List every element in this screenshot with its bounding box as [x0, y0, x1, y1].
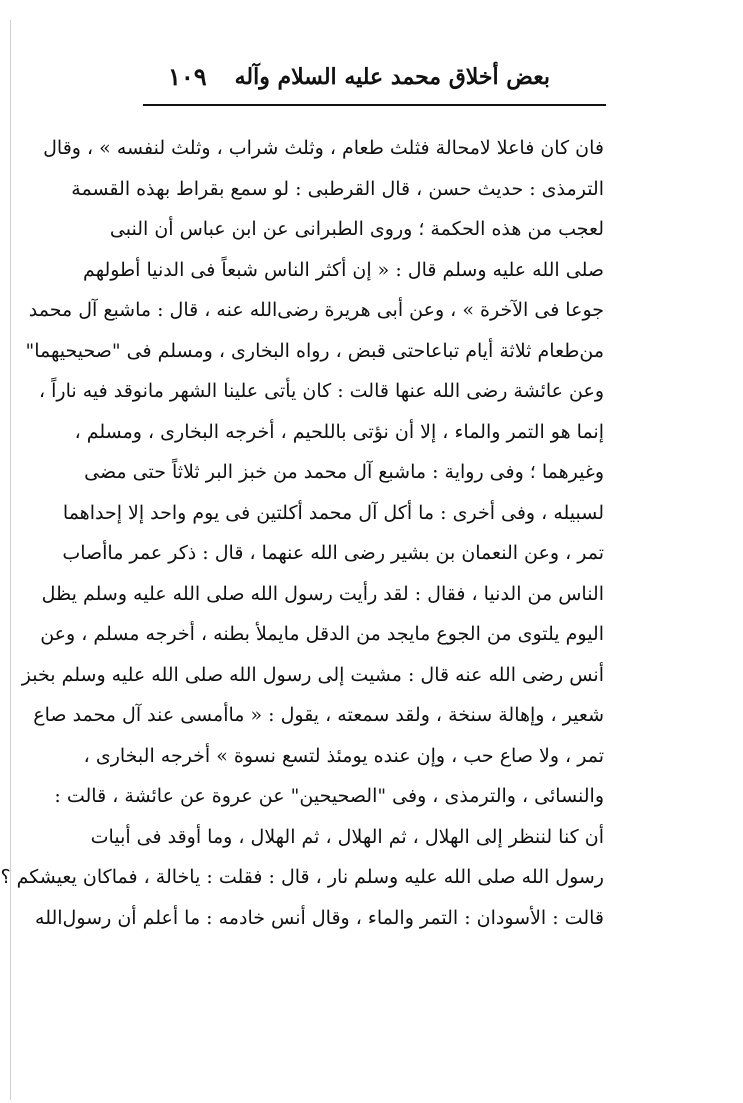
text-line: وغيرهما ؛ وفى رواية : ماشبع آل محمد من خبز البر ثلاثاً حتى مضى [84, 461, 604, 483]
page-number: ١٠٩ [168, 62, 207, 91]
text-line: تمر ، ولا صاع حب ، وإن عنده يومئذ لتسع نسوة » أخرجه البخارى ، [83, 744, 604, 767]
page-edge-line [10, 20, 11, 1100]
text-line: الترمذى : حديث حسن ، قال القرطبى : لو سمع بقراط بهذه القسمة [71, 177, 604, 200]
text-line: قالت : الأسودان : التمر والماء ، وقال أنس خادمه : ما أعلم أن رسول‌الله [35, 906, 604, 929]
header-rule [143, 104, 606, 106]
running-title: بعض أخلاق محمد عليه السلام وآله [234, 64, 550, 90]
page-header [140, 58, 550, 98]
text-line: لعجب من هذه الحكمة ؛ وروى الطبرانى عن ابن عباس أن النبى [109, 218, 604, 240]
text-line: تمر ، وعن النعمان بن بشير رضى الله عنهما ، قال : ذكر عمر ماأصاب [62, 542, 604, 564]
text-line: إنما هو التمر والماء ، إلا أن نؤتى باللحيم ، أخرجه البخارى ، ومسلم ، [74, 420, 604, 443]
body-text [0, 128, 604, 938]
text-line: جوعا فى الآخرة » ، وعن أبى هريرة رضى‌الله عنه ، قال : ماشبع آل محمد [28, 299, 604, 321]
text-line: أن كنا لننظر إلى الهلال ، ثم الهلال ، ثم الهلال ، وما أوقد فى أبيات [90, 825, 604, 848]
text-line: أنس رضى الله عنه قال : مشيت إلى رسول الله صلى الله عليه وسلم بخبز [21, 663, 604, 686]
text-line: من‌طعام ثلاثة أيام تباعاحتى قبض ، رواه البخارى ، ومسلم فى "صحيحيهما" [25, 339, 604, 362]
text-line: صلى الله عليه وسلم قال : « إن أكثر الناس شبعاً فى الدنيا أطولهم [83, 258, 604, 281]
text-line: رسول الله صلى الله عليه وسلم نار ، قال : فقلت : ياخالة ، فماكان يعيشكم ؟ [0, 866, 604, 888]
text-line: فان كان فاعلا لامحالة فثلث طعام ، وثلث شراب ، وثلث لنفسه » ، وقال [43, 137, 604, 159]
text-line: اليوم يلتوى من الجوع مايجد من الدقل مايملأ بطنه ، أخرجه مسلم ، وعن [40, 623, 604, 645]
text-line: لسبيله ، وفى أخرى : ما أكل آل محمد أكلتين فى يوم واحد إلا إحداهما [62, 501, 604, 524]
text-line: وعن عائشة رضى الله عنها قالت : كان يأتى علينا الشهر مانوقد فيه ناراً ، [38, 380, 604, 402]
text-line: الناس من الدنيا ، فقال : لقد رأيت رسول الله صلى الله عليه وسلم يظل [41, 582, 604, 605]
text-line: والنسائى ، والترمذى ، وفى "الصحيحين" عن عروة عن عائشة ، قالت : [54, 785, 604, 807]
text-line: شعير ، وإهالة سنخة ، ولقد سمعته ، يقول : « ماأمسى عند آل محمد صاع [33, 704, 604, 726]
